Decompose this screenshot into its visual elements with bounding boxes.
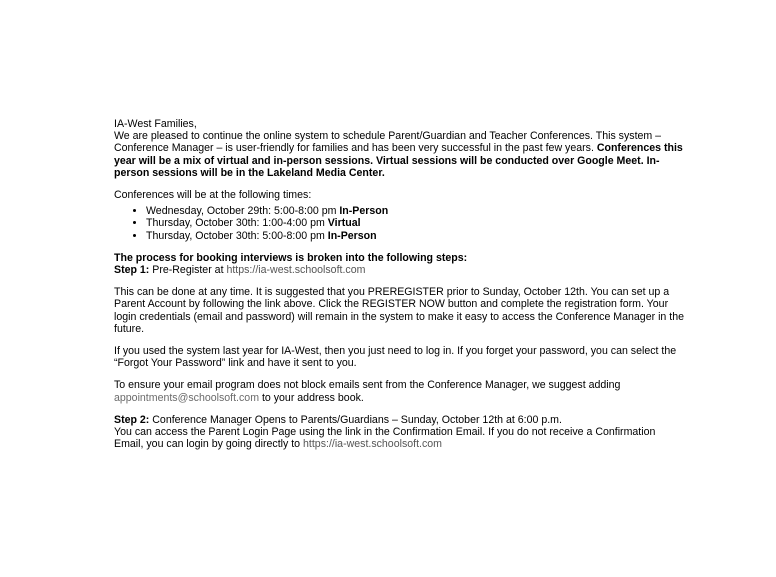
step-2: Step 2: Conference Manager Opens to Parents/Guardians – Sunday, October 12th at 6:00 p.m. — [114, 413, 562, 426]
intro-paragraph — [114, 130, 684, 179]
step-1-label: Step 1: — [114, 264, 150, 277]
times-intro: Conferences will be at the following times: — [114, 189, 312, 202]
list-item: • Wednesday, October 29th: 5:00-8:00 pm In-Person — [146, 205, 684, 217]
process-heading: The process for booking interviews is broken into the following steps: — [114, 251, 468, 264]
session-mode: In-Person — [339, 205, 389, 218]
list-item: • Thursday, October 30th: 5:00-8:00 pm In-Person — [146, 230, 684, 242]
session-mode: In-Person — [327, 229, 377, 242]
step-2-label: Step 2: — [114, 413, 150, 426]
greeting: IA-West Families, — [114, 118, 197, 130]
anytime-paragraph: This can be done at any time. It is suggested that you PREREGISTER prior to Sunday, October 12th. You can set up a Parent Account by following the link above. Click the REGISTER NOW button and complete the registration form. Your login credentials (email and password) will remain in the system to make it easy to access the Conference Manager in the future. — [114, 286, 684, 335]
step-2-details: You can access the Parent Login Page using the link in the Confirmation Email. If you do not receive a Confirmation Email, you can login by going directly to https://ia-west.schoolsoft.com — [114, 426, 656, 451]
intro-text: We are pleased to continue the online system to schedule Parent/Guardian and Teacher Conferences. This system – Conference Manager – is user-friendly for families and has been very successful in the past few years. — [114, 130, 662, 155]
step-1: Step 1: Pre-Register at https://ia-west.schoolsoft.com — [114, 264, 366, 277]
login-link[interactable]: https://ia-west.schoolsoft.com — [303, 438, 442, 451]
email-address-link[interactable]: appointments@schoolsoft.com — [114, 391, 260, 404]
session-mode: Virtual — [327, 217, 361, 230]
list-item: • Thursday, October 30th: 1:00-4:00 pm Virtual — [146, 217, 684, 229]
email-paragraph: To ensure your email program does not block emails sent from the Conference Manager, we suggest adding appointments@schoolsoft.com to your address book. — [114, 379, 621, 404]
document-body — [114, 118, 684, 460]
intro-bold-text: Conferences this year will be a mix of virtual and in-person sessions. Virtual sessions will be conducted over Google Meet. In-person sessions will be in the Lakeland Media Center. — [114, 142, 683, 179]
last-year-paragraph: If you used the system last year for IA-West, then you just need to log in. If you forget your password, you can select the “Forgot Your Password” link and have it sent to you. — [114, 345, 677, 370]
conference-times-list — [114, 205, 684, 242]
preregister-link[interactable]: https://ia-west.schoolsoft.com — [226, 264, 366, 277]
